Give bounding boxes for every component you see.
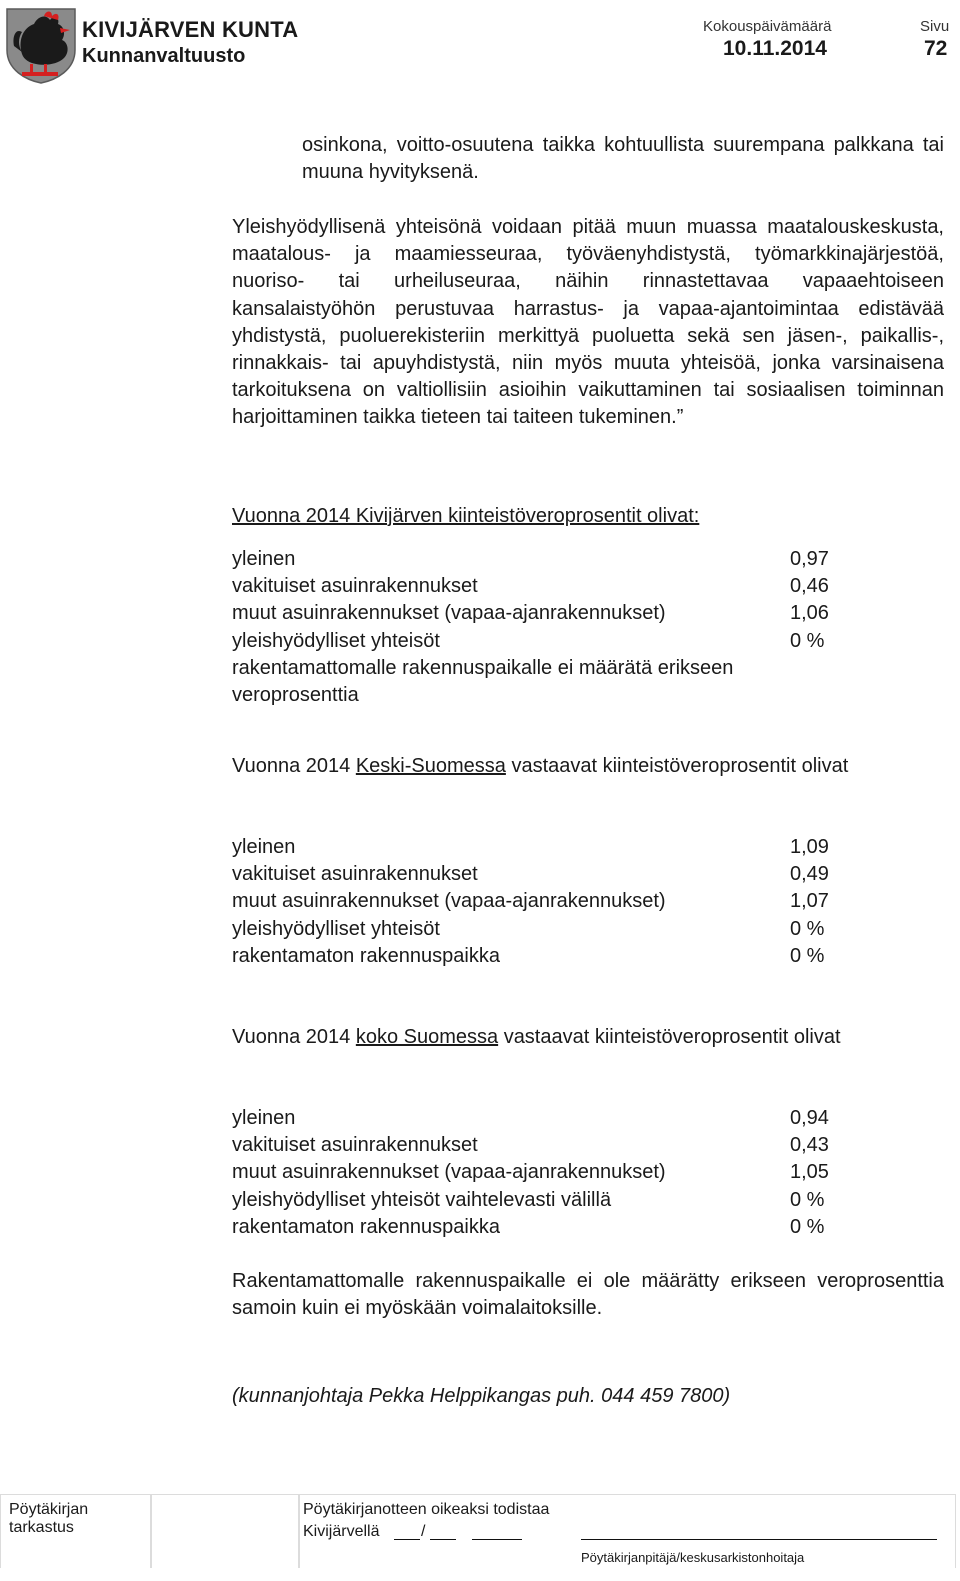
- rate-value: 0,94: [790, 1107, 829, 1129]
- list-item: [232, 573, 944, 600]
- footer-cell-blank: [150, 1494, 300, 1568]
- rate-label: muut asuinrakennukset (vapaa-ajanrakennukset): [232, 1161, 666, 1184]
- kivijarvi-note: rakentamattomalle rakennuspaikalle ei määrätä erikseen veroprosenttia: [232, 657, 734, 707]
- kivijarvi-rate-list: [232, 546, 944, 655]
- kivijarvi-heading: Vuonna 2014 Kivijärven kiinteistöveroprosentit olivat:: [232, 505, 700, 527]
- footer-cell-certify: [298, 1494, 956, 1568]
- rate-label: vakituiset asuinrakennukset: [232, 1134, 478, 1157]
- list-item: [232, 943, 944, 970]
- certify-label: Pöytäkirjanotteen oikeaksi todistaa: [303, 1501, 550, 1518]
- paragraph-quote: Yleishyödyllisenä yhteisönä voidaan pitää muun muassa maatalouskeskusta, maatalous- ja maamiesseuraa, työväenyhdistystä, työmarkkinajärjestöä, nuoriso- tai urheiluseuraa, näihin rinnastettavaa vapaaehtoiseen kansalaistyöhön perustuvaa harrastus- ja vapaa-ajantoimintaa edistävää yhdistystä, puoluerekisteriin merkittyä puoluetta sekä sen jäsen-, paikallis-, rinnakkais- tai apuyhdistystä, niin myös muuta yhteisöä, jonka varsinaisena tarkoituksena on valtiollisiin asioihin vaikuttaminen tai sosiaalisen toiminnan harjoittaminen taikka tieteen tai taiteen tukeminen.”: [232, 216, 944, 429]
- rate-value: 1,09: [790, 836, 829, 858]
- rate-label: yleishyödylliset yhteisöt vaihtelevasti välillä: [232, 1188, 612, 1211]
- rate-value: 0 %: [790, 629, 825, 652]
- koko-suomi-rate-list: [232, 1105, 944, 1241]
- list-item: [232, 1214, 944, 1241]
- date-separator: /: [421, 1523, 426, 1540]
- list-item: [232, 628, 944, 655]
- list-item: [232, 1132, 944, 1159]
- rate-value: 0 %: [790, 917, 825, 940]
- meeting-date-label: Kokouspäivämäärä: [703, 18, 832, 35]
- heading-prefix: Vuonna 2014: [232, 755, 351, 777]
- rate-label: rakentamaton rakennuspaikka: [232, 944, 500, 967]
- list-item: [232, 861, 944, 888]
- heading-suffix: vastaavat kiinteistöveroprosentit olivat: [503, 1026, 841, 1048]
- signer-title: Pöytäkirjanpitäjä/keskusarkistonhoitaja: [581, 1550, 805, 1565]
- koko-suomi-heading: [232, 1024, 892, 1051]
- rate-value: 0 %: [790, 1215, 825, 1238]
- organization-name: KIVIJÄRVEN KUNTA: [82, 17, 299, 42]
- page-number: 72: [924, 37, 948, 60]
- heading-prefix: Vuonna 2014: [232, 1026, 351, 1048]
- page-header: [0, 0, 960, 90]
- list-item: [232, 1105, 944, 1132]
- month-field-line: [430, 1539, 456, 1540]
- rate-label: muut asuinrakennukset (vapaa-ajanrakennukset): [232, 602, 666, 625]
- rate-value: 0,97: [790, 548, 829, 570]
- rate-label: vakituiset asuinrakennukset: [232, 575, 478, 598]
- rate-value: 1,07: [790, 890, 829, 913]
- rate-value: 1,05: [790, 1161, 829, 1184]
- year-field-line: [472, 1539, 522, 1540]
- rate-value: 1,06: [790, 602, 829, 625]
- organization-body: Kunnanvaltuusto: [82, 45, 246, 67]
- rate-label: yleishyödylliset yhteisöt: [232, 917, 440, 940]
- contact-info: (kunnanjohtaja Pekka Helppikangas puh. 044 459 7800): [232, 1385, 731, 1407]
- rate-label: yleinen: [232, 836, 296, 858]
- list-item: [232, 888, 944, 915]
- rate-value: 0 %: [790, 1188, 825, 1211]
- page-label: Sivu: [920, 18, 950, 35]
- review-label: Pöytäkirjan tarkastus: [9, 1501, 89, 1536]
- rate-value: 0,43: [790, 1134, 829, 1157]
- closing-paragraph: Rakentamattomalle rakennuspaikalle ei ole määrätty erikseen veroprosenttia samoin kuin ei myöskään voimalaitoksille.: [232, 1270, 944, 1320]
- day-field-line: [394, 1539, 420, 1540]
- list-item: [232, 916, 944, 943]
- rate-label: yleishyödylliset yhteisöt: [232, 629, 440, 652]
- footer-cell-review: [0, 1494, 152, 1568]
- rate-label: muut asuinrakennukset (vapaa-ajanrakennukset): [232, 890, 666, 913]
- list-item: [232, 1159, 944, 1186]
- place-label: Kivijärvellä: [303, 1523, 380, 1540]
- list-item: [232, 834, 944, 861]
- keski-suomi-heading: [232, 753, 944, 780]
- koko-suomi-link-text: koko Suomessa: [355, 1026, 499, 1048]
- list-item: [232, 1187, 944, 1214]
- rate-value: 0,49: [790, 863, 829, 886]
- rate-label: yleinen: [232, 548, 296, 570]
- list-item: [232, 546, 944, 573]
- paragraph-continued: osinkona, voitto-osuutena taikka kohtuullista suurempana palkkana tai muuna hyvityksenä.: [302, 134, 944, 184]
- rate-label: rakentamaton rakennuspaikka: [232, 1215, 500, 1238]
- rooster-coat-of-arms-icon: [4, 6, 78, 84]
- page-footer: [0, 1494, 960, 1581]
- rate-label: yleinen: [232, 1107, 296, 1129]
- rate-value: 0,46: [790, 575, 829, 598]
- heading-suffix: vastaavat kiinteistöveroprosentit olivat: [511, 755, 849, 777]
- rate-value: 0 %: [790, 944, 825, 967]
- keski-suomi-link-text: Keski-Suomessa: [355, 755, 506, 777]
- rate-label: vakituiset asuinrakennukset: [232, 863, 478, 886]
- signature-line: [581, 1539, 937, 1540]
- keski-suomi-rate-list: [232, 834, 944, 970]
- meeting-date: 10.11.2014: [723, 37, 827, 60]
- list-item: [232, 600, 944, 627]
